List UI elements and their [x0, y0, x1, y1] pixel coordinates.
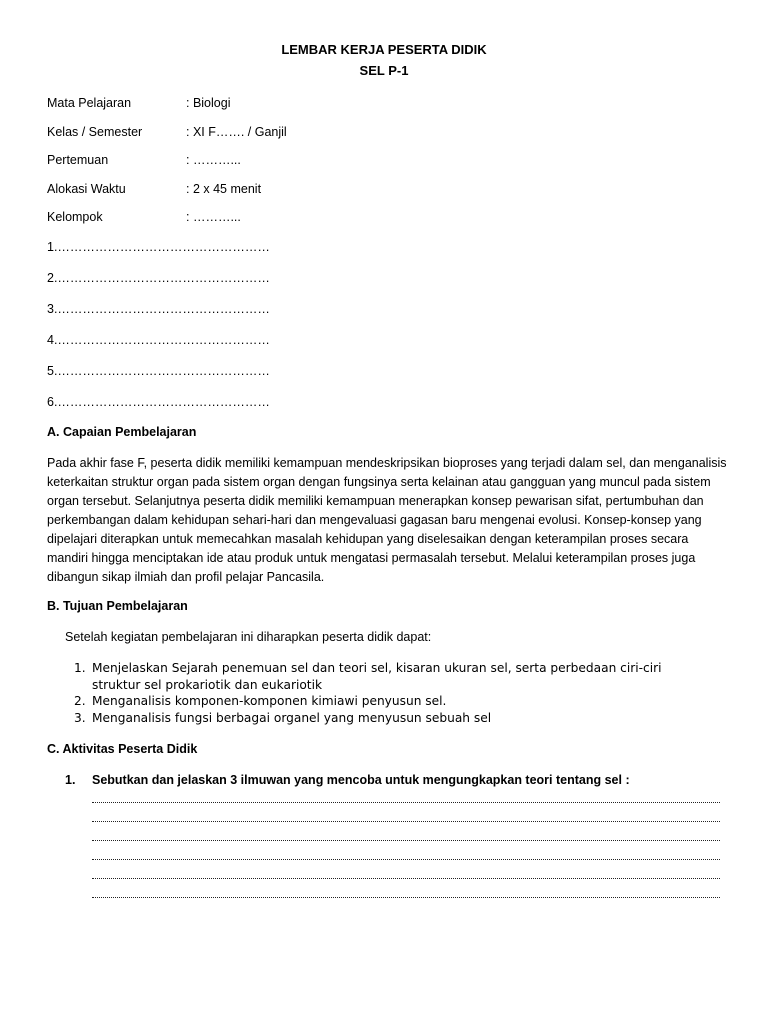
info-value: : XI F……. / Ganjil	[186, 125, 287, 139]
list-text: Menjelaskan Sejarah penemuan sel dan teori sel, kisaran ukuran sel, serta perbedaan ciri-ciri struktur sel prokariotik dan eukariotik	[92, 661, 662, 692]
info-value: : ………...	[186, 153, 241, 167]
info-label: Mata Pelajaran	[47, 96, 132, 110]
member-line: 1.……………………………………………	[47, 240, 270, 254]
section-b-intro: Setelah kegiatan pembelajaran ini diharapkan peserta didik dapat:	[65, 630, 432, 644]
section-a-text: Pada akhir fase F, peserta didik memiliki kemampuan mendeskripsikan bioproses yang terjadi dalam sel, dan menganalisis keterkaitan struktur organ pada sistem organ dengan fungsinya serta kelainan atau gangguan yang muncul pada sistem organ tersebut. Selanjutnya peserta didik memiliki kemampuan menerapkan konsep pewarisan sifat, pertumbuhan dan perkembangan dalam kehidupan sehari-hari dan mengevaluasi gagasan baru mengenai evolusi. Konsep-konsep yang dipelajari diterapkan untuk memecahkan masalah kehidupan yang diselesaikan dengan keterampilan proses secara mandiri hingga menciptakan ide atau produk untuk mengatasi permasalah tersebut. Melalui keterampilan proses juga dibangun sikap ilmiah dan profil pelajar Pancasila.	[47, 456, 727, 584]
list-item	[70, 660, 710, 693]
info-label: Alokasi Waktu	[47, 182, 126, 196]
info-label: Kelas / Semester	[47, 125, 143, 139]
list-number: 3.	[74, 710, 86, 725]
objectives-list	[70, 660, 710, 726]
list-text: Menganalisis komponen-komponen kimiawi penyusun sel.	[92, 694, 447, 708]
list-item	[70, 693, 710, 710]
answer-line[interactable]	[92, 859, 720, 860]
info-value: : ………...	[186, 210, 241, 224]
page-subtitle: SEL P-1	[359, 63, 409, 78]
question-text: Sebutkan dan jelaskan 3 ilmuwan yang mencoba untuk mengungkapkan teori tentang sel :	[92, 773, 630, 787]
list-item	[70, 710, 710, 727]
page-title: LEMBAR KERJA PESERTA DIDIK	[281, 42, 487, 57]
info-value: : 2 x 45 menit	[186, 182, 262, 196]
member-line: 6.……………………………………………	[47, 395, 270, 409]
info-label: Pertemuan	[47, 153, 109, 167]
section-a-heading: A. Capaian Pembelajaran	[47, 425, 197, 439]
list-number: 2.	[74, 694, 86, 708]
answer-line[interactable]	[92, 878, 720, 879]
list-text: Menganalisis fungsi berbagai organel yang menyusun sebuah sel	[92, 710, 492, 725]
member-line: 3.……………………………………………	[47, 302, 270, 316]
section-b-heading: B. Tujuan Pembelajaran	[47, 599, 188, 613]
info-label: Kelompok	[47, 210, 103, 224]
answer-line[interactable]	[92, 821, 720, 822]
answer-line[interactable]	[92, 802, 720, 803]
section-c-heading: C. Aktivitas Peserta Didik	[47, 742, 198, 756]
info-value: : Biologi	[186, 96, 231, 110]
question-number: 1.	[65, 773, 76, 787]
answer-line[interactable]	[92, 897, 720, 898]
list-number: 1.	[74, 661, 86, 675]
member-line: 2.……………………………………………	[47, 271, 270, 285]
answer-line[interactable]	[92, 840, 720, 841]
member-line: 5.……………………………………………	[47, 364, 270, 378]
member-line: 4.……………………………………………	[47, 333, 270, 347]
